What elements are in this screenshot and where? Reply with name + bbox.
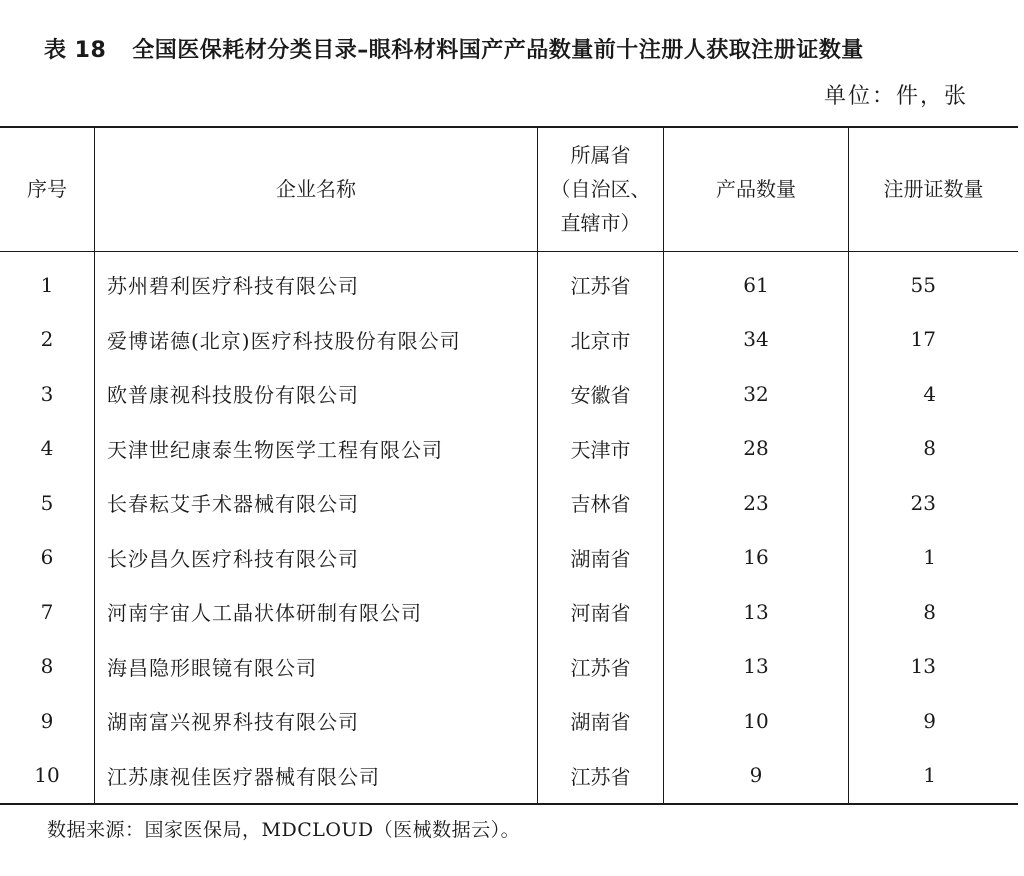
- cell-products: 61: [664, 251, 849, 312]
- table-row: [0, 585, 1018, 640]
- header-index: 序号: [0, 127, 95, 251]
- cell-index: 2: [40, 327, 54, 352]
- cell-index: 9: [40, 708, 54, 733]
- unit-note: 单位：件，张: [823, 84, 968, 109]
- cell-products: 23: [664, 476, 849, 531]
- cell-certs: 8: [849, 421, 1019, 476]
- cell-certs: 55: [849, 251, 1019, 312]
- cell-index: 3: [40, 381, 54, 406]
- cell-index: 8: [40, 654, 54, 679]
- cell-products: 32: [664, 367, 849, 422]
- header-province-line2: （自治区、: [550, 177, 651, 202]
- table-row: [0, 251, 1018, 312]
- cell-province: 天津市: [538, 421, 664, 476]
- cell-province: 湖南省: [538, 694, 664, 749]
- cell-certs: 4: [849, 367, 1019, 422]
- header-certs: 注册证数量: [849, 127, 1019, 251]
- cell-certs: 17: [849, 312, 1019, 367]
- cell-company: 欧普康视科技股份有限公司: [95, 367, 538, 422]
- header-row: [0, 127, 1018, 251]
- header-company: 企业名称: [95, 127, 538, 251]
- cell-certs: 23: [849, 476, 1019, 531]
- cell-company: 河南宇宙人工晶状体研制有限公司: [95, 585, 538, 640]
- data-source-note: 数据来源：国家医保局，MDCLOUD（医械数据云）。: [47, 819, 521, 841]
- cell-certs: 9: [849, 694, 1019, 749]
- cell-index: 1: [40, 272, 54, 297]
- table-row: [0, 476, 1018, 531]
- table-row: [0, 312, 1018, 367]
- cell-products: 13: [664, 639, 849, 694]
- table-body: [0, 251, 1018, 804]
- cell-products: 13: [664, 585, 849, 640]
- table-number: 表 18: [44, 38, 107, 63]
- table-row: [0, 639, 1018, 694]
- cell-province: 吉林省: [538, 476, 664, 531]
- cell-company: 湖南富兴视界科技有限公司: [95, 694, 538, 749]
- cell-company: 爱博诺德(北京)医疗科技股份有限公司: [95, 312, 538, 367]
- cell-company: 海昌隐形眼镜有限公司: [95, 639, 538, 694]
- cell-certs: 8: [849, 585, 1019, 640]
- cell-index: 4: [40, 436, 54, 461]
- header-province: [538, 127, 664, 251]
- cell-products: 34: [664, 312, 849, 367]
- cell-province: 北京市: [538, 312, 664, 367]
- cell-products: 9: [664, 748, 849, 804]
- cell-products: 28: [664, 421, 849, 476]
- cell-province: 江苏省: [538, 251, 664, 312]
- header-products: 产品数量: [664, 127, 849, 251]
- cell-certs: 1: [849, 530, 1019, 585]
- cell-index: 5: [40, 490, 54, 515]
- table-row: [0, 748, 1018, 804]
- table-title-text: 全国医保耗材分类目录–眼科材料国产产品数量前十注册人获取注册证数量: [132, 38, 864, 63]
- cell-province: 江苏省: [538, 639, 664, 694]
- cell-company: 天津世纪康泰生物医学工程有限公司: [95, 421, 538, 476]
- table-header: [0, 127, 1018, 251]
- cell-province: 安徽省: [538, 367, 664, 422]
- cell-products: 10: [664, 694, 849, 749]
- table-title: [36, 33, 996, 64]
- header-province-line3: 直辖市）: [560, 211, 641, 236]
- cell-province: 河南省: [538, 585, 664, 640]
- cell-index: 7: [40, 599, 54, 624]
- header-province-line1: 所属省: [570, 143, 631, 168]
- table-row: [0, 530, 1018, 585]
- cell-index: 6: [40, 545, 54, 570]
- cell-company: 长春耘艾手术器械有限公司: [95, 476, 538, 531]
- cell-certs: 13: [849, 639, 1019, 694]
- table-row: [0, 367, 1018, 422]
- cell-company: 苏州碧利医疗科技有限公司: [95, 251, 538, 312]
- data-table: [0, 126, 1018, 805]
- table-row: [0, 421, 1018, 476]
- cell-products: 16: [664, 530, 849, 585]
- cell-company: 长沙昌久医疗科技有限公司: [95, 530, 538, 585]
- cell-certs: 1: [849, 748, 1019, 804]
- table-row: [0, 694, 1018, 749]
- cell-company: 江苏康视佳医疗器械有限公司: [95, 748, 538, 804]
- cell-province: 湖南省: [538, 530, 664, 585]
- cell-province: 江苏省: [538, 748, 664, 804]
- cell-index: 10: [0, 748, 95, 804]
